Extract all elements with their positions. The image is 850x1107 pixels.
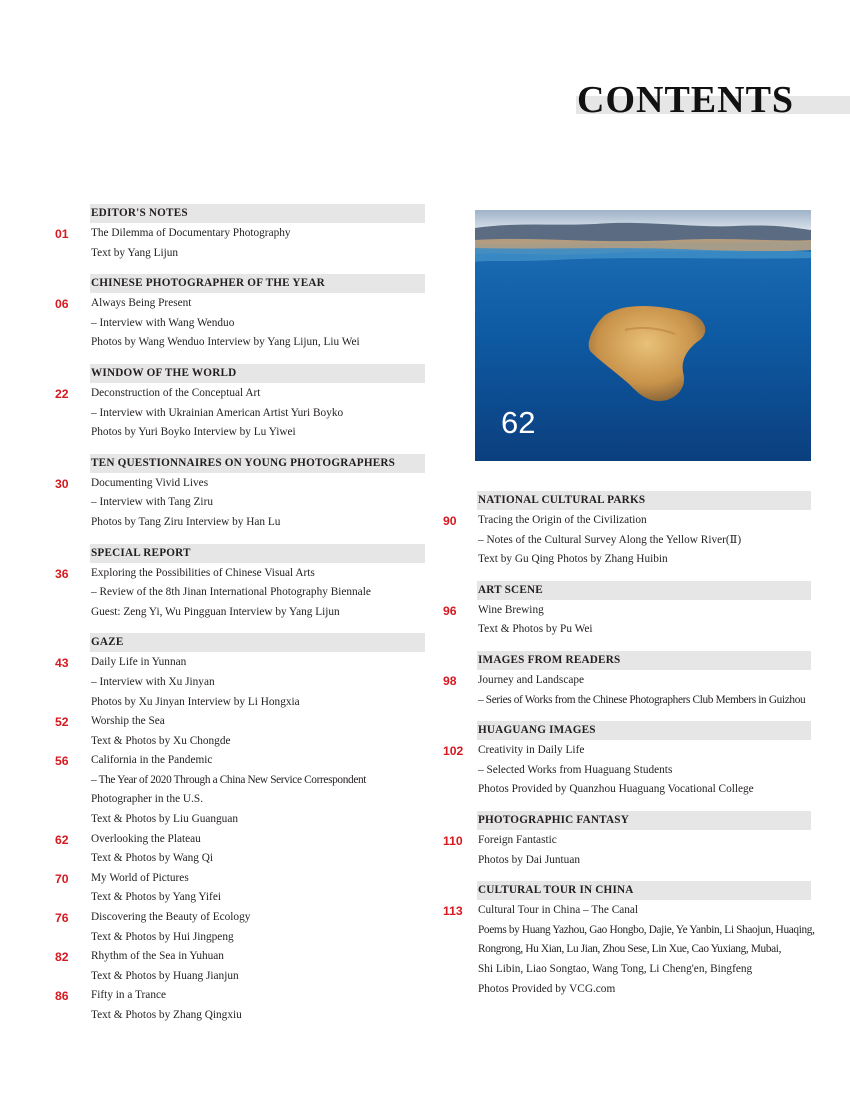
section-gap <box>443 870 811 881</box>
entry-lines <box>478 741 811 800</box>
entry-title: The Dilemma of Documentary Photography <box>91 227 291 239</box>
entry-title: Cultural Tour in China – The Canal <box>478 904 639 917</box>
entry-title: Foreign Fantastic <box>478 833 557 846</box>
photo-page-number: 62 <box>501 405 536 440</box>
entry-title: California in the Pandemic <box>91 754 213 767</box>
entry-subline: Poems by Huang Yazhou, Gao Hongbo, Dajie, Ye Yanbin, Li Shaojun, Huaqing, <box>478 923 815 936</box>
entry-subline: Text & Photos by Hui Jingpeng <box>91 930 234 943</box>
entry-subline: – Interview with Tang Ziru <box>91 496 213 509</box>
entry-subline: Photos by Tang Ziru Interview by Han Lu <box>91 515 281 528</box>
entry-subline: Text & Photos by Zhang Qingxiu <box>91 1009 242 1021</box>
toc-entry[interactable] <box>55 564 425 623</box>
section-entries <box>55 652 425 1025</box>
page-number: 96 <box>443 603 457 618</box>
page-number: 43 <box>55 656 69 671</box>
section-gaze <box>55 633 425 1025</box>
section-photographic-fantasy <box>443 811 811 870</box>
entry-title: Discovering the Beauty of Ecology <box>91 911 251 924</box>
toc-entry[interactable] <box>55 986 425 1025</box>
entry-lines <box>91 564 425 623</box>
entry-title: My World of Pictures <box>91 871 189 884</box>
section-heading: TEN QUESTIONNAIRES ON YOUNG PHOTOGRAPHERS <box>90 454 425 473</box>
section-entries <box>443 600 811 640</box>
toc-entry[interactable] <box>55 224 425 263</box>
toc-entry[interactable] <box>443 831 811 870</box>
section-entries <box>55 293 425 353</box>
section-heading: CULTURAL TOUR IN CHINA <box>477 881 811 900</box>
section-entries <box>443 670 811 710</box>
toc-entry[interactable] <box>443 901 815 999</box>
entry-title: Always Being Present <box>91 297 192 310</box>
entry-lines <box>91 384 425 443</box>
entry-lines <box>91 986 425 1025</box>
section-gap <box>55 263 425 274</box>
entry-subline: Text by Gu Qing Photos by Zhang Huibin <box>478 553 668 566</box>
entry-title: Tracing the Origin of the Civilization <box>478 514 647 526</box>
section-gap <box>443 800 811 811</box>
section-gap <box>55 622 425 633</box>
toc-entry[interactable] <box>55 751 425 829</box>
section-entries <box>443 510 811 570</box>
entry-subline: – Notes of the Cultural Survey Along the Yellow River(Ⅱ) <box>478 533 742 546</box>
toc-entry[interactable] <box>55 947 425 986</box>
entry-subline: Shi Libin, Liao Songtao, Wang Tong, Li Cheng'en, Bingfeng <box>478 962 753 975</box>
entry-title: Fifty in a Trance <box>91 989 166 1002</box>
section-entries <box>55 223 425 263</box>
entry-title: Creativity in Daily Life <box>478 744 585 757</box>
page-number: 06 <box>55 297 69 312</box>
entry-lines <box>91 712 425 751</box>
entry-lines <box>478 601 811 640</box>
section-art-scene <box>443 581 811 640</box>
cover-photo <box>475 210 811 461</box>
section-heading: CHINESE PHOTOGRAPHER OF THE YEAR <box>90 274 425 293</box>
entry-subline: Text & Photos by Yang Yifei <box>91 891 221 904</box>
entry-subline: Text & Photos by Xu Chongde <box>91 734 231 747</box>
toc-entry[interactable] <box>443 511 811 570</box>
entry-lines <box>91 474 425 533</box>
entry-lines <box>91 947 425 986</box>
section-gap <box>443 710 811 721</box>
entry-lines <box>91 869 425 908</box>
section-heading: GAZE <box>90 633 425 652</box>
entry-subline: Photographer in the U.S. <box>91 793 204 806</box>
section-heading: NATIONAL CULTURAL PARKS <box>477 491 811 510</box>
entry-subline: Photos Provided by Quanzhou Huaguang Vocational College <box>478 783 754 796</box>
entry-lines <box>91 653 425 712</box>
entry-subline: – Review of the 8th Jinan International Photography Biennale <box>91 586 371 599</box>
section-images-from-readers <box>443 651 811 710</box>
entry-title: Rhythm of the Sea in Yuhuan <box>91 950 224 963</box>
entry-lines <box>91 751 425 829</box>
section-gap <box>443 640 811 651</box>
toc-entry[interactable] <box>55 869 425 908</box>
section-window-of-the-world <box>55 364 425 443</box>
entry-lines <box>478 831 811 870</box>
toc-entry[interactable] <box>55 712 425 751</box>
entry-lines <box>91 830 425 869</box>
section-heading: SPECIAL REPORT <box>90 544 425 563</box>
entry-lines <box>91 294 425 353</box>
entry-subline: – Interview with Wang Wenduo <box>91 316 235 329</box>
section-entries <box>55 383 425 443</box>
section-entries <box>443 830 811 870</box>
page-number: 82 <box>55 950 69 965</box>
entry-subline: Text & Photos by Huang Jianjun <box>91 969 239 982</box>
entry-title: Exploring the Possibilities of Chinese Visual Arts <box>91 566 315 579</box>
page-number: 52 <box>55 715 69 730</box>
entry-subline: – Series of Works from the Chinese Photographers Club Members in Guizhou <box>478 693 806 706</box>
section-gap <box>443 570 811 581</box>
section-entries <box>443 900 815 999</box>
entry-subline: Text & Photos by Liu Guanguan <box>91 813 238 826</box>
entry-subline: Photos by Yuri Boyko Interview by Lu Yiwei <box>91 426 296 439</box>
entry-subline: Text & Photos by Wang Qi <box>91 852 214 865</box>
section-chinese-photographer-of-the-year <box>55 274 425 353</box>
section-cultural-tour-in-china <box>443 881 815 999</box>
entry-subline: Photos by Wang Wenduo Interview by Yang Lijun, Liu Wei <box>91 336 360 349</box>
entry-title: Daily Life in Yunnan <box>91 656 187 669</box>
page-number: 86 <box>55 989 69 1004</box>
page-number: 36 <box>55 566 69 581</box>
entry-subline: Photos by Dai Juntuan <box>478 853 580 866</box>
section-heading: PHOTOGRAPHIC FANTASY <box>477 811 811 830</box>
page-number: 90 <box>443 514 457 528</box>
entry-subline: Guest: Zeng Yi, Wu Pingguan Interview by Yang Lijun <box>91 605 340 618</box>
section-gap <box>55 353 425 364</box>
section-heading: WINDOW OF THE WORLD <box>90 364 425 383</box>
entry-subline: – The Year of 2020 Through a China New Service Correspondent <box>91 773 367 786</box>
entry-subline: – Interview with Xu Jinyan <box>91 675 215 688</box>
section-heading: HUAGUANG IMAGES <box>477 721 811 740</box>
section-heading: ART SCENE <box>477 581 811 600</box>
page-number: 98 <box>443 673 457 688</box>
toc-entry[interactable] <box>443 601 811 640</box>
entry-title: Overlooking the Plateau <box>91 832 201 845</box>
page-number: 102 <box>443 744 464 759</box>
section-heading: EDITOR'S NOTES <box>90 204 425 223</box>
section-heading: IMAGES FROM READERS <box>477 651 811 670</box>
section-gap <box>55 443 425 454</box>
page-number: 76 <box>55 911 69 926</box>
toc-entry[interactable] <box>55 294 425 353</box>
toc-entry[interactable] <box>55 474 425 533</box>
entry-subline: Photos Provided by VCG.com <box>478 982 616 995</box>
page-number: 01 <box>55 227 69 241</box>
toc-entry[interactable] <box>55 384 425 443</box>
entry-title: Wine Brewing <box>478 603 544 616</box>
entry-title: Worship the Sea <box>91 715 165 728</box>
entry-lines <box>91 908 425 947</box>
entry-subline: – Selected Works from Huaguang Students <box>478 763 673 776</box>
entry-subline: Rongrong, Hu Xian, Lu Jian, Zhou Sese, Lin Xue, Cao Yuxiang, Mubai, <box>478 943 782 956</box>
entry-subline: – Interview with Ukrainian American Artist Yuri Boyko <box>91 406 344 419</box>
section-national-cultural-parks <box>443 491 811 570</box>
page-number: 56 <box>55 754 69 769</box>
section-special-report <box>55 544 425 623</box>
entry-subline: Text by Yang Lijun <box>91 246 179 259</box>
entry-lines <box>91 224 425 263</box>
entry-lines <box>478 511 811 570</box>
page-title: CONTENTS <box>577 79 795 121</box>
left-column <box>55 204 425 1026</box>
section-gap <box>55 533 425 544</box>
section-entries <box>55 563 425 623</box>
page-number: 70 <box>55 871 69 886</box>
section-huaguang-images <box>443 721 811 800</box>
toc-entry[interactable] <box>55 908 425 947</box>
section-entries <box>443 740 811 800</box>
page-number: 110 <box>443 833 463 848</box>
page-number: 22 <box>55 386 69 401</box>
section-editor-s-notes <box>55 204 425 263</box>
page-number: 113 <box>443 904 463 919</box>
section-entries <box>55 473 425 533</box>
entry-title: Journey and Landscape <box>478 673 585 686</box>
page-number: 30 <box>55 476 69 491</box>
entry-lines <box>478 901 815 999</box>
entry-subline: Photos by Xu Jinyan Interview by Li Hongxia <box>91 695 300 708</box>
entry-lines <box>478 671 811 710</box>
section-ten-questionnaires-on-young-photographers <box>55 454 425 533</box>
page-number: 62 <box>55 832 69 847</box>
toc-entry[interactable] <box>55 830 425 869</box>
toc-entry[interactable] <box>443 741 811 800</box>
entry-title: Deconstruction of the Conceptual Art <box>91 386 261 399</box>
toc-entry[interactable] <box>55 653 425 712</box>
right-column <box>443 491 815 999</box>
entry-subline: Text & Photos by Pu Wei <box>478 623 593 636</box>
entry-title: Documenting Vivid Lives <box>91 476 209 489</box>
toc-entry[interactable] <box>443 671 811 710</box>
